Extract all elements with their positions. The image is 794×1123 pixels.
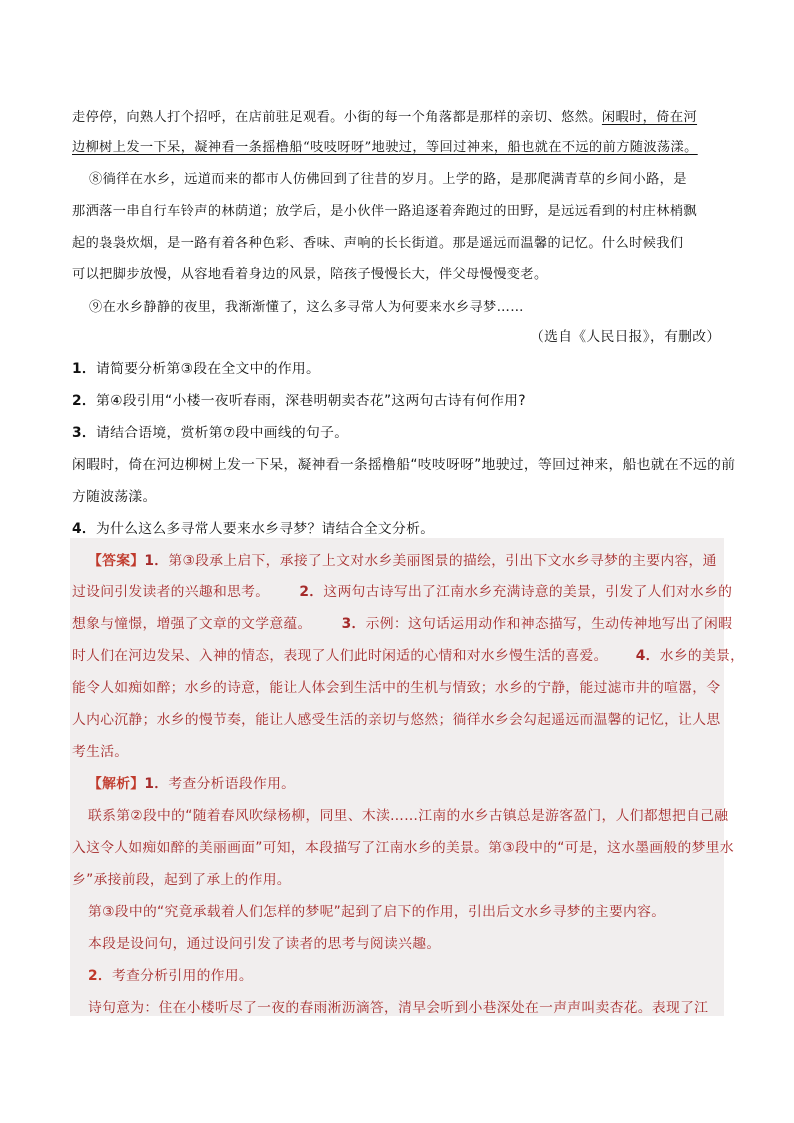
answer-text: 第③段承上启下，承接了上文对水乡美丽图景的描绘，引出下文水乡寻梦的主要内容，通 <box>168 553 717 569</box>
analysis-line-4: 第③段中的“究竟承载着人们怎样的梦呢”起到了启下的作用，引出后文水乡寻梦的主要内容。 <box>88 904 666 920</box>
passage-line-1 <box>72 106 697 125</box>
analysis-text: 考查分析语段作用。 <box>168 776 296 792</box>
question-text: 请结合语境，赏析第⑦段中画线的句子。 <box>96 425 349 441</box>
question-text: 为什么这么多寻常人要来水乡寻梦？请结合全文分析。 <box>96 521 435 537</box>
answer-line-2 <box>72 580 732 600</box>
answer-number: 3． <box>341 616 366 632</box>
answer-line-5: 能令人如痴如醉；水乡的诗意，能让人体会到生活中的生机与情致；水乡的宁静，能过滤市井的喧嚣，令 <box>72 680 721 696</box>
question-number: 2． <box>72 393 96 409</box>
analysis-line-5: 本段是设问句，通过设问引发了读者的思考与阅读兴趣。 <box>88 936 441 952</box>
answer-number: 2． <box>299 584 324 600</box>
question-1 <box>72 357 320 377</box>
analysis-line-6: 诗句意为：住在小楼听尽了一夜的春雨淅沥滴答，清早会听到小巷深处在一声声叫卖杏花。表现了江 <box>88 1000 709 1016</box>
paragraph-8-line-4: 可以把脚步放慢，从容地看着身边的风景，陪孩子慢慢长大，伴父母慢慢变老。 <box>72 267 548 282</box>
analysis-line-3: 乡”承接前段，起到了承上的作用。 <box>72 872 291 888</box>
answer-text: 示例：这句话运用动作和神态描写，生动传神地写出了闲暇 <box>365 616 733 632</box>
answer-line-1 <box>88 549 717 569</box>
passage-line-2-underlined: 边柳树上发一下呆，凝神看一条摇橹船“吱吱呀呀”地驶过，等回过神来，船也就在不远的前方随波荡漾。 <box>72 140 698 155</box>
answer-number: 1． <box>144 553 169 569</box>
answer-text: 这两句古诗写出了江南水乡充满诗意的美景，引发了人们对水乡的 <box>323 584 733 600</box>
underlined-sentence: 闲暇时，倚在河 <box>601 110 698 125</box>
question-number: 3． <box>72 425 96 441</box>
answer-text: 水乡的美景， <box>659 648 745 664</box>
answer-number: 4． <box>635 648 660 664</box>
question-3-quote-line-1: 闲暇时，倚在河边柳树上发一下呆，凝神看一条摇橹船“吱吱呀呀”地驶过，等回过神来，船也就在不远的前 <box>72 457 736 473</box>
analysis-heading <box>88 772 295 792</box>
answer-line-7: 考生活。 <box>72 744 129 760</box>
answer-line-6: 人内心沉静；水乡的慢节奏，能让人感受生活的亲切与悠然；徜徉水乡会勾起遥远而温馨的记忆，让人思 <box>72 712 721 728</box>
analysis-tag: 【解析】 <box>88 776 145 792</box>
paragraph-9: ⑨在水乡静静的夜里，我渐渐懂了，这么多寻常人为何要来水乡寻梦…… <box>89 300 524 315</box>
question-text: 第④段引用“小楼一夜听春雨，深巷明朝卖杏花”这两句古诗有何作用? <box>96 393 526 409</box>
answer-text: 时人们在河边发呆、入神的情态，表现了人们此时闲适的心情和对水乡慢生活的喜爱。 <box>72 648 608 664</box>
question-4 <box>72 517 434 537</box>
analysis-line-1: 联系第②段中的“随着春风吹绿杨柳，同里、木渎……江南的水乡古镇总是游客盈门，人们都想把自己融 <box>88 808 729 824</box>
analysis-number: 1． <box>144 776 169 792</box>
answer-tag: 【答案】 <box>88 553 145 569</box>
paragraph-8-line-1: ⑧徜徉在水乡，远道而来的都市人仿佛回到了往昔的岁月。上学的路，是那爬满青草的乡间小路，是 <box>89 172 687 187</box>
analysis-number: 2． <box>88 968 112 984</box>
question-number: 1． <box>72 361 96 377</box>
question-number: 4． <box>72 521 96 537</box>
answer-text: 过设问引发读者的兴趣和思考。 <box>72 584 270 600</box>
passage-text: 走停停，向熟人打个招呼，在店前驻足观看。小街的每一个角落都是那样的亲切、悠然。 <box>72 110 602 125</box>
analysis-heading-2 <box>88 964 253 984</box>
question-2 <box>72 389 526 409</box>
paragraph-8-line-3: 起的袅袅炊烟，是一路有着各种色彩、香味、声响的长长街道。那是遥远而温馨的记忆。什么时候我们 <box>72 236 684 251</box>
answer-line-4 <box>72 644 744 664</box>
question-text: 请简要分析第③段在全文中的作用。 <box>96 361 321 377</box>
analysis-text: 考查分析引用的作用。 <box>112 968 253 984</box>
answer-text: 想象与憧憬，增强了文章的文学意蕴。 <box>72 616 312 632</box>
question-3-quote-line-2: 方随波荡漾。 <box>72 489 157 505</box>
question-3 <box>72 421 348 441</box>
analysis-line-2: 入这令人如痴如醉的美丽画面”可知，本段描写了江南水乡的美景。第③段中的“可是，这水墨画般的梦里水 <box>72 840 734 856</box>
source-note: （选自《人民日报》，有删改） <box>530 329 721 345</box>
answer-line-3 <box>72 612 732 632</box>
paragraph-8-line-2: 那洒落一串自行车铃声的林荫道；放学后，是小伙伴一路追逐着奔跑过的田野，是远远看到的村庄林梢飘 <box>72 204 698 219</box>
